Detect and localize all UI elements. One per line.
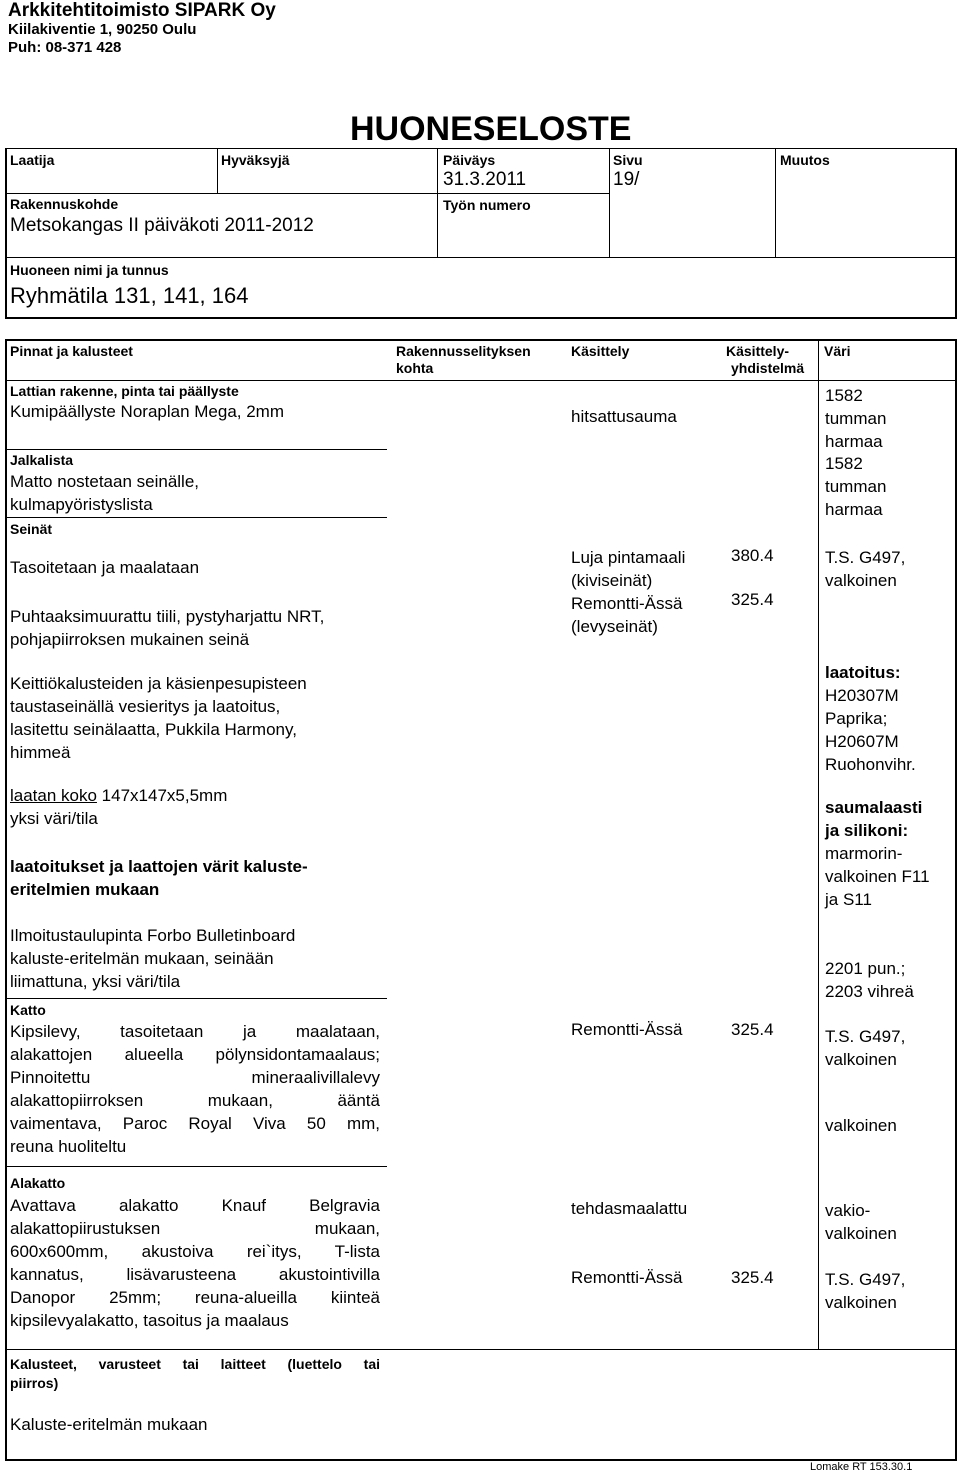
seinat-p5: laatoitukset ja laattojen värit kaluste- eritelmien mukaan xyxy=(10,857,308,899)
katto-label: Katto xyxy=(10,1002,46,1018)
huoneen-label: Huoneen nimi ja tunnus xyxy=(10,262,169,278)
alakatto-yhd: 325.4 xyxy=(731,1268,774,1287)
seinat-yhd-2: 325.4 xyxy=(731,590,774,609)
paivays-label: Päiväys xyxy=(443,152,496,168)
rakennuskohde-label: Rakennuskohde xyxy=(10,196,119,212)
alakatto-label: Alakatto xyxy=(10,1175,66,1191)
kalusteet-text: Kaluste-eritelmän mukaan xyxy=(10,1415,208,1434)
tyon-numero-label: Työn numero xyxy=(443,197,531,213)
paivays-value: 31.3.2011 xyxy=(443,169,527,190)
yksi-vari: yksi väri/tila xyxy=(10,809,98,828)
seinat-kasittely: Luja pintamaali (kiviseinät) Remontti-Ässä (levyseinät) xyxy=(571,548,686,636)
alakatto-kasittely-1: tehdasmaalattu xyxy=(571,1199,688,1218)
katto-kasittely: Remontti-Ässä xyxy=(571,1020,683,1039)
hyvaksyja-label: Hyväksyjä xyxy=(221,152,290,168)
muutos-label: Muutos xyxy=(780,152,830,168)
seinat-p2: Puhtaaksimuurattu tiili, pystyharjattu NRT, pohjapiirroksen mukainen seinä xyxy=(10,607,325,649)
lattia-label: Lattian rakenne, pinta tai päällyste xyxy=(10,383,239,399)
laatan-koko: laatan koko 147x147x5,5mm xyxy=(10,786,228,805)
katto-text: Kipsilevy, tasoitetaan ja maalataan, alakattojen alueella pölynsidontamaalaus; Pinnoitettu mineraalivillalevy alakattopiirroksen mukaan, ääntä vaimentava, Paroc Royal Viva 50 mm, reuna huoliteltu xyxy=(10,1022,380,1156)
laatoitus-vari: laatoitus: H20307M Paprika; H20607M Ruohonvihr. xyxy=(825,663,916,774)
col-kasittelyyhd-2: yhdistelmä xyxy=(731,360,805,376)
col-rakennusselitys-2: kohta xyxy=(396,360,434,376)
seinat-label: Seinät xyxy=(10,521,53,537)
jalkalista-vari: 1582 tumman harmaa xyxy=(825,454,887,519)
ilmoitustaulu-vari: 2201 pun.; 2203 vihreä xyxy=(825,959,914,1001)
company-phone: Puh: 08-371 428 xyxy=(8,39,122,56)
laatija-label: Laatija xyxy=(10,152,55,168)
lattia-vari: 1582 tumman harmaa xyxy=(825,386,887,451)
katto-yhd: 325.4 xyxy=(731,1020,774,1039)
lattia-kasittely: hitsattusauma xyxy=(571,407,677,426)
col-vari: Väri xyxy=(824,343,851,359)
lattia-text: Kumipäällyste Noraplan Mega, 2mm xyxy=(10,402,285,421)
company-address: Kiilakiventie 1, 90250 Oulu xyxy=(8,21,197,38)
form-number: Lomake RT 153.30.1 xyxy=(810,1461,913,1473)
seinat-p1: Tasoitetaan ja maalataan xyxy=(10,558,200,577)
seinat-yhd-1: 380.4 xyxy=(731,546,774,565)
document-title: HUONESELOSTE xyxy=(350,110,632,148)
seinat-vari: T.S. G497, valkoinen xyxy=(825,548,906,590)
alakatto-vari-2: T.S. G497, valkoinen xyxy=(825,1270,906,1312)
jalkalista-text: Matto nostetaan seinälle, kulmapyöristyslista xyxy=(10,472,200,514)
huoneen-value: Ryhmätila 131, 141, 164 xyxy=(10,283,249,308)
alakatto-vari-1: vakio- valkoinen xyxy=(825,1201,897,1243)
alakatto-kasittely-2: Remontti-Ässä xyxy=(571,1268,683,1287)
jalkalista-label: Jalkalista xyxy=(10,452,74,468)
col-kasittely: Käsittely xyxy=(571,343,630,359)
sauma-vari: saumalaasti ja silikoni: marmorin- valkoinen F11 ja S11 xyxy=(825,798,930,909)
katto-vari-1: T.S. G497, valkoinen xyxy=(825,1027,906,1069)
seinat-p3: Keittiökalusteiden ja käsienpesupisteen taustaseinällä vesieritys ja laatoitus, lasitettu seinälaatta, Pukkila Harmony, himmeä xyxy=(10,674,307,762)
col-kasittelyyhd-1: Käsittely- xyxy=(726,343,790,359)
alakatto-text: Avattava alakatto Knauf Belgravia alakattopiirustuksen mukaan, 600x600mm, akustoiva rei`itys, T-lista kannatus, lisävarusteena akustointivilla Danopor 25mm; reuna-alueilla kiinteä kipsilevyalakatto, tasoitus ja maalaus xyxy=(10,1196,380,1330)
rakennuskohde-value: Metsokangas II päiväkoti 2011-2012 xyxy=(10,215,314,236)
sivu-label: Sivu xyxy=(613,152,643,168)
kalusteet-label: Kalusteet, varusteet tai laitteet (luettelo tai piirros) xyxy=(10,1356,380,1391)
katto-vari-2: valkoinen xyxy=(825,1116,897,1135)
col-pinnat: Pinnat ja kalusteet xyxy=(10,343,133,359)
seinat-p6: Ilmoitustaulupinta Forbo Bulletinboard kaluste-eritelmän mukaan, seinään liimattuna, yksi väri/tila xyxy=(10,926,296,991)
company-name: Arkkitehtitoimisto SIPARK Oy xyxy=(8,0,276,21)
col-rakennusselitys-1: Rakennusselityksen xyxy=(396,343,531,359)
sivu-value: 19/ xyxy=(613,169,640,190)
